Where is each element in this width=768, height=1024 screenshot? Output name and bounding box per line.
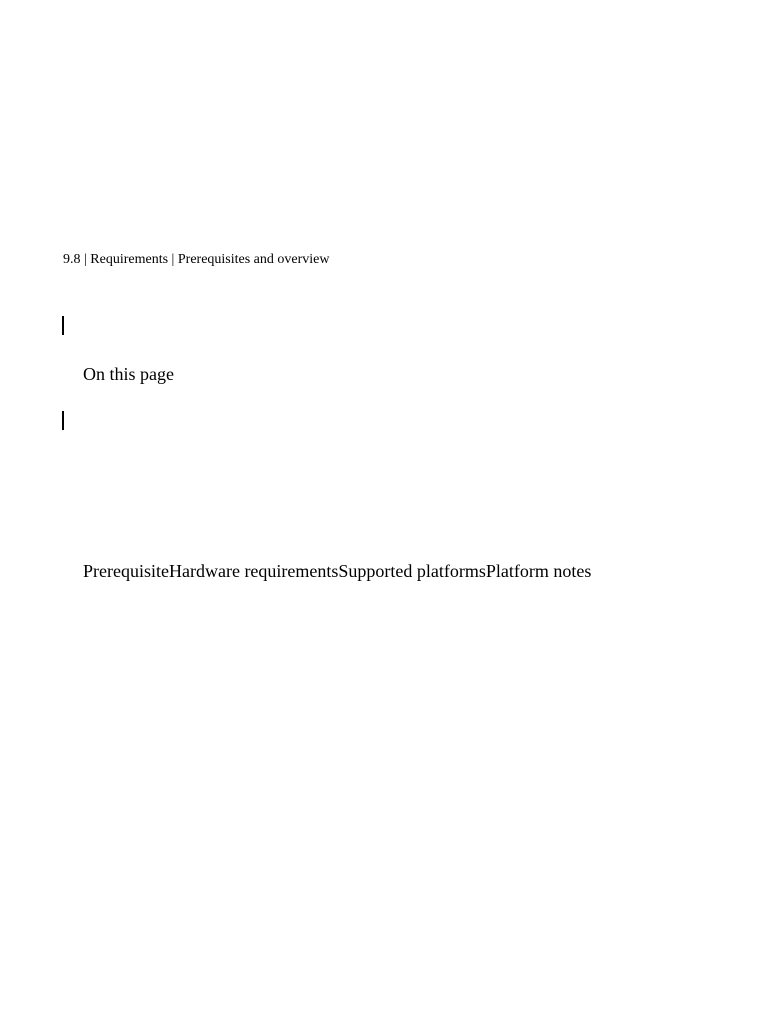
toc-link-hardware-requirements[interactable]: Hardware requirements [168,561,339,581]
toc-link-platform-notes[interactable]: Platform notes [485,561,592,581]
toc-link-prerequisite[interactable]: Prerequisite [83,561,169,581]
on-this-page-links [83,560,591,582]
toc-link-supported-platforms[interactable]: Supported platforms [338,561,486,581]
on-this-page-heading: On this page [83,364,174,384]
breadcrumb: 9.8 | Requirements | Prerequisites and overview [63,252,330,267]
section-divider-bar [62,316,64,335]
section-divider-bar [62,411,64,430]
